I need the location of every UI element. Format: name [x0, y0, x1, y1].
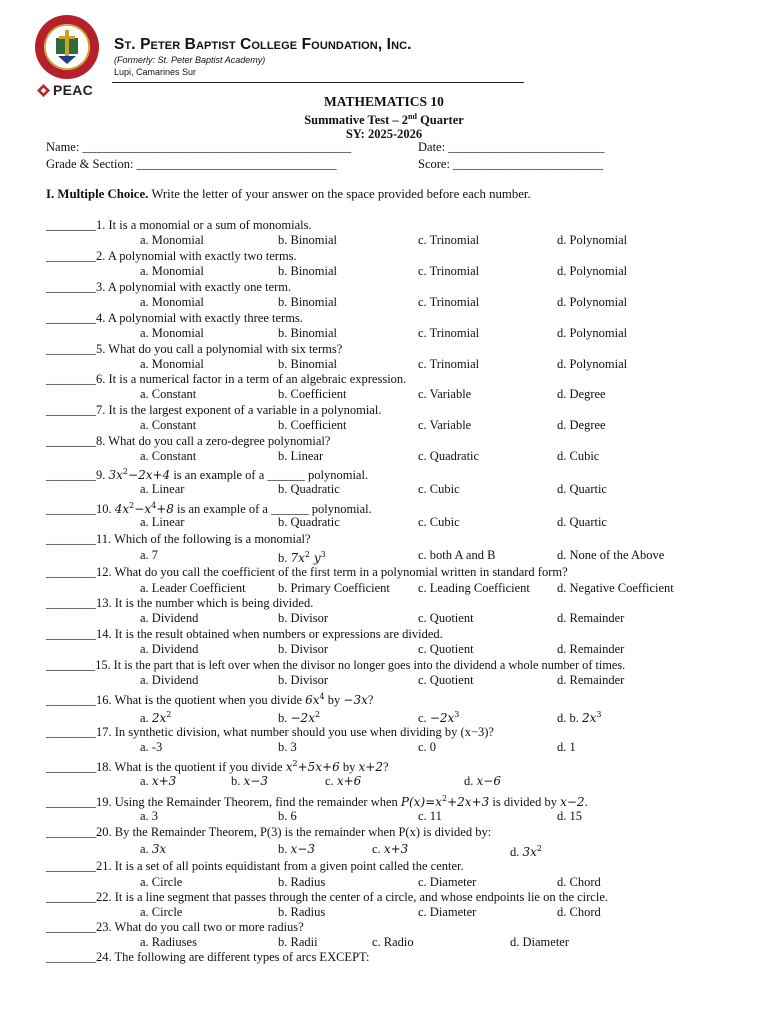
option-a: a. Dividend	[140, 611, 199, 625]
option-d: d. Cubic	[557, 449, 600, 463]
option-c: c. Quotient	[418, 642, 474, 656]
question-10: ________10. $4x^2-x^4+8$ is an example of a ______ polynomial.	[46, 501, 372, 516]
option-a: a. Constant	[140, 418, 197, 432]
option-b: b. 3	[278, 740, 297, 754]
option-b: b. Binomial	[278, 357, 338, 371]
option-a: a. Leader Coefficient	[140, 581, 246, 595]
option-c: c. Variable	[418, 387, 472, 401]
option-b: b. Linear	[278, 449, 324, 463]
option-a: a. Monomial	[140, 357, 204, 371]
option-a: a. Constant	[140, 387, 197, 401]
option-a: a. Monomial	[140, 326, 204, 340]
option-d: d. Negative Coefficient	[557, 581, 674, 595]
question-6: ________6. It is a numerical factor in a term of an algebraic expression.	[46, 372, 407, 386]
option-c: c. Trinomial	[418, 326, 480, 340]
option-b: b. Radius	[278, 875, 326, 889]
school-former-name: (Formerly: St. Peter Baptist Academy)	[114, 55, 266, 65]
option-d: d. Remainder	[557, 611, 625, 625]
score-field: Score: ________________________	[418, 157, 604, 171]
option-c: c. Quotient	[418, 611, 474, 625]
option-d: d. Remainder	[557, 673, 625, 687]
question-17: ________17. In synthetic division, what number should you use when dividing by (x−3)?	[46, 725, 494, 739]
math-expression: $3x^2-2x+4$	[108, 467, 171, 482]
question-18: ________18. What is the quotient if you divide $x^2+5x+6$ by x+2?	[46, 759, 389, 774]
option-a: a. Circle	[140, 875, 183, 889]
option-c: c. Diameter	[418, 875, 477, 889]
option-c: c. Diameter	[418, 905, 477, 919]
option-a: a. $2x^2$	[140, 710, 172, 725]
option-b: b. $-2x^2$	[278, 710, 321, 725]
option-c: c. Cubic	[418, 482, 460, 496]
option-c: c. x+3	[372, 842, 409, 856]
option-c: c. 0	[418, 740, 437, 754]
option-b: b. Coefficient	[278, 418, 347, 432]
option-b: b. Divisor	[278, 642, 328, 656]
option-a: a. Circle	[140, 905, 183, 919]
option-d: d. None of the Above	[557, 548, 665, 562]
question-5: ________5. What do you call a polynomial with six terms?	[46, 342, 343, 356]
option-a: a. Monomial	[140, 264, 204, 278]
option-d: d. Polynomial	[557, 326, 628, 340]
option-b: b. Divisor	[278, 673, 328, 687]
option-c: c. Trinomial	[418, 357, 480, 371]
option-b: b. Binomial	[278, 264, 338, 278]
test-title: Summative Test – 2nd Quarter	[304, 112, 464, 128]
school-year: SY: 2025-2026	[345, 127, 423, 142]
name-field: Name: ___________________________________________	[46, 140, 352, 154]
question-14: ________14. It is the result obtained when numbers or expressions are divided.	[46, 627, 443, 641]
question-8: ________8. What do you call a zero-degree polynomial?	[46, 434, 331, 448]
option-d: d. 15	[557, 809, 582, 823]
question-11: ________11. Which of the following is a monomial?	[46, 532, 311, 546]
option-c: c. Quadratic	[418, 449, 480, 463]
option-c: c. Leading Coefficient	[418, 581, 530, 595]
option-d: d. x−6	[464, 774, 501, 788]
option-c: c. 11	[418, 809, 442, 823]
question-9: ________9. $3x^2-2x+4$ is an example of a ______ polynomial.	[46, 467, 369, 482]
option-b: b. Coefficient	[278, 387, 347, 401]
option-c: c. both A and B	[418, 548, 496, 562]
option-c: c. Variable	[418, 418, 472, 432]
option-d: d. Polynomial	[557, 264, 628, 278]
question-15: ________15. It is the part that is left over when the divisor no longer goes into the dividend a whole number of times.	[46, 658, 626, 672]
grade-section-field: Grade & Section: ________________________________	[46, 157, 337, 171]
option-b: b. Binomial	[278, 295, 338, 309]
question-23: ________23. What do you call two or more radius?	[46, 920, 304, 934]
school-header	[0, 0, 768, 100]
option-b: b. Primary Coefficient	[278, 581, 390, 595]
option-c: c. Trinomial	[418, 295, 480, 309]
option-b: b. $7x^2$ $y^3$	[278, 550, 326, 565]
option-c: c. x+6	[325, 774, 362, 788]
option-a: a. Linear	[140, 482, 185, 496]
question-24: ________24. The following are different types of arcs EXCEPT:	[46, 950, 370, 964]
option-b: b. Binomial	[278, 326, 338, 340]
option-d: d. Degree	[557, 387, 606, 401]
option-a: a. Dividend	[140, 642, 199, 656]
option-d: d. Chord	[557, 905, 601, 919]
option-d: d. Polynomial	[557, 233, 628, 247]
option-b: b. Quadratic	[278, 482, 340, 496]
option-d: d. Degree	[557, 418, 606, 432]
option-d: d. Remainder	[557, 642, 625, 656]
option-b: b. 6	[278, 809, 297, 823]
question-21: ________21. It is a set of all points equidistant from a given point called the center.	[46, 859, 464, 873]
option-c: c. Trinomial	[418, 264, 480, 278]
math-expression: $4x^2-x^4+8$	[114, 501, 174, 516]
question-1: ________1. It is a monomial or a sum of monomials.	[46, 218, 312, 232]
option-b: b. Binomial	[278, 233, 338, 247]
option-d: d. Polynomial	[557, 357, 628, 371]
peac-logo-text: PEAC	[53, 82, 94, 98]
question-16: ________16. What is the quotient when you divide $6x^4$ by −3x?	[46, 692, 374, 707]
option-b: b. Quadratic	[278, 515, 340, 529]
option-a: a. 3x	[140, 842, 167, 856]
option-d: d. Quartic	[557, 482, 607, 496]
option-a: a. Monomial	[140, 233, 204, 247]
option-d: d. Chord	[557, 875, 601, 889]
option-a: a. Monomial	[140, 295, 204, 309]
question-19: ________19. Using the Remainder Theorem, find the remainder when $P(x)=x^2+2x+3$ is divided by x−2.	[46, 794, 588, 809]
option-c: c. Cubic	[418, 515, 460, 529]
option-a: a. -3	[140, 740, 163, 754]
option-b: b. Radii	[278, 935, 318, 949]
option-a: a. Constant	[140, 449, 197, 463]
question-13: ________13. It is the number which is being divided.	[46, 596, 314, 610]
option-c: c. Radio	[372, 935, 414, 949]
question-12: ________12. What do you call the coefficient of the first term in a polynomial written in standard form?	[46, 565, 568, 579]
header-divider	[112, 82, 524, 83]
option-c: c. Quotient	[418, 673, 474, 687]
option-a: a. Linear	[140, 515, 185, 529]
option-b: b. Divisor	[278, 611, 328, 625]
question-22: ________22. It is a line segment that passes through the center of a circle, and whose endpoints lie on the circle.	[46, 890, 608, 904]
option-c: c. Trinomial	[418, 233, 480, 247]
date-field: Date: _________________________	[418, 140, 605, 154]
option-d: d. $3x^2$	[510, 844, 543, 859]
question-2: ________2. A polynomial with exactly two terms.	[46, 249, 297, 263]
option-b: b. x−3	[278, 842, 315, 856]
option-b: b. Radius	[278, 905, 326, 919]
option-a: a. 3	[140, 809, 159, 823]
option-d: d. Diameter	[510, 935, 570, 949]
subject-title: MATHEMATICS 10	[324, 94, 444, 109]
option-d: d. b. $2x^3$	[557, 710, 602, 725]
option-b: b. x−3	[231, 774, 268, 788]
option-a: a. Radiuses	[140, 935, 197, 949]
option-a: a. Dividend	[140, 673, 199, 687]
option-d: d. Polynomial	[557, 295, 628, 309]
option-d: d. Quartic	[557, 515, 607, 529]
question-4: ________4. A polynomial with exactly three terms.	[46, 311, 303, 325]
option-a: a. x+3	[140, 774, 177, 788]
option-a: a. 7	[140, 548, 159, 562]
question-20: ________20. By the Remainder Theorem, P(3) is the remainder when P(x) is divided by:	[46, 825, 492, 839]
question-7: ________7. It is the largest exponent of a variable in a polynomial.	[46, 403, 382, 417]
test-titles	[0, 94, 768, 142]
option-d: d. 1	[557, 740, 576, 754]
question-3: ________3. A polynomial with exactly one term.	[46, 280, 292, 294]
school-name: St. Peter Baptist College Foundation, Inc.	[114, 36, 412, 53]
school-address: Lupi, Camarines Sur	[114, 67, 197, 77]
option-c: c. $-2x^3$	[418, 710, 460, 725]
school-seal-icon	[34, 14, 100, 80]
instructions: I. Multiple Choice. Write the letter of your answer on the space provided before each number.	[46, 187, 531, 201]
